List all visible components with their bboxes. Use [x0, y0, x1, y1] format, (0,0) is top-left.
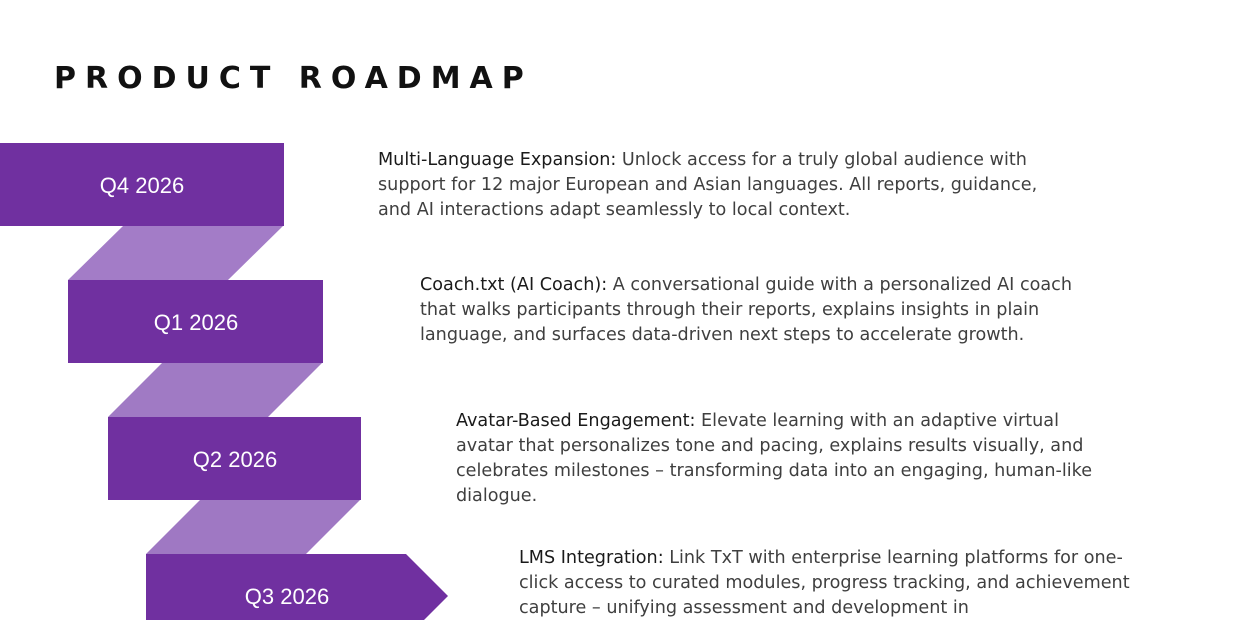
ribbon-connector [108, 363, 322, 417]
ribbon-connector [68, 226, 283, 280]
roadmap-item-text: Elevate learning with an adaptive virtual avatar that personalizes tone and pacing, explains results visually, and celebrates milestones – transforming data into an engaging, human-like dialogue. [456, 411, 1093, 506]
roadmap-item-avatar [456, 409, 1121, 509]
roadmap-item-text: Link TxT with enterprise learning platforms for one-click access to curated modules, progress tracking, and achievement capture – unifying assessment and development in [519, 548, 1130, 618]
roadmap-item-multi-language [378, 148, 1038, 223]
roadmap-item-ai-coach [420, 273, 1090, 348]
roadmap-item-text: A conversational guide with a personalized AI coach that walks participants through their reports, explains insights in plain language, and surfaces data-driven next steps to accelerate growth. [420, 275, 1073, 345]
quarter-label-q1-2026: Q1 2026 [153, 310, 239, 335]
quarter-label-q2-2026: Q2 2026 [192, 447, 278, 472]
quarter-label-q4-2026: Q4 2026 [99, 173, 185, 198]
roadmap-item-lms [519, 546, 1137, 621]
page-title: PRODUCT ROADMAP [54, 61, 533, 96]
roadmap-item-text: Unlock access for a truly global audience with support for 12 major European and Asian languages. All reports, guidance, and AI interactions adapt seamlessly to local context. [378, 150, 1038, 220]
roadmap-item-title: Multi-Language Expansion: [378, 150, 617, 170]
quarter-label-q3-2026: Q3 2026 [244, 584, 330, 609]
ribbon-connector [146, 500, 360, 554]
roadmap-item-title: Avatar-Based Engagement: [456, 411, 696, 431]
roadmap-item-title: LMS Integration: [519, 548, 664, 568]
roadmap-item-title: Coach.txt (AI Coach): [420, 275, 608, 295]
